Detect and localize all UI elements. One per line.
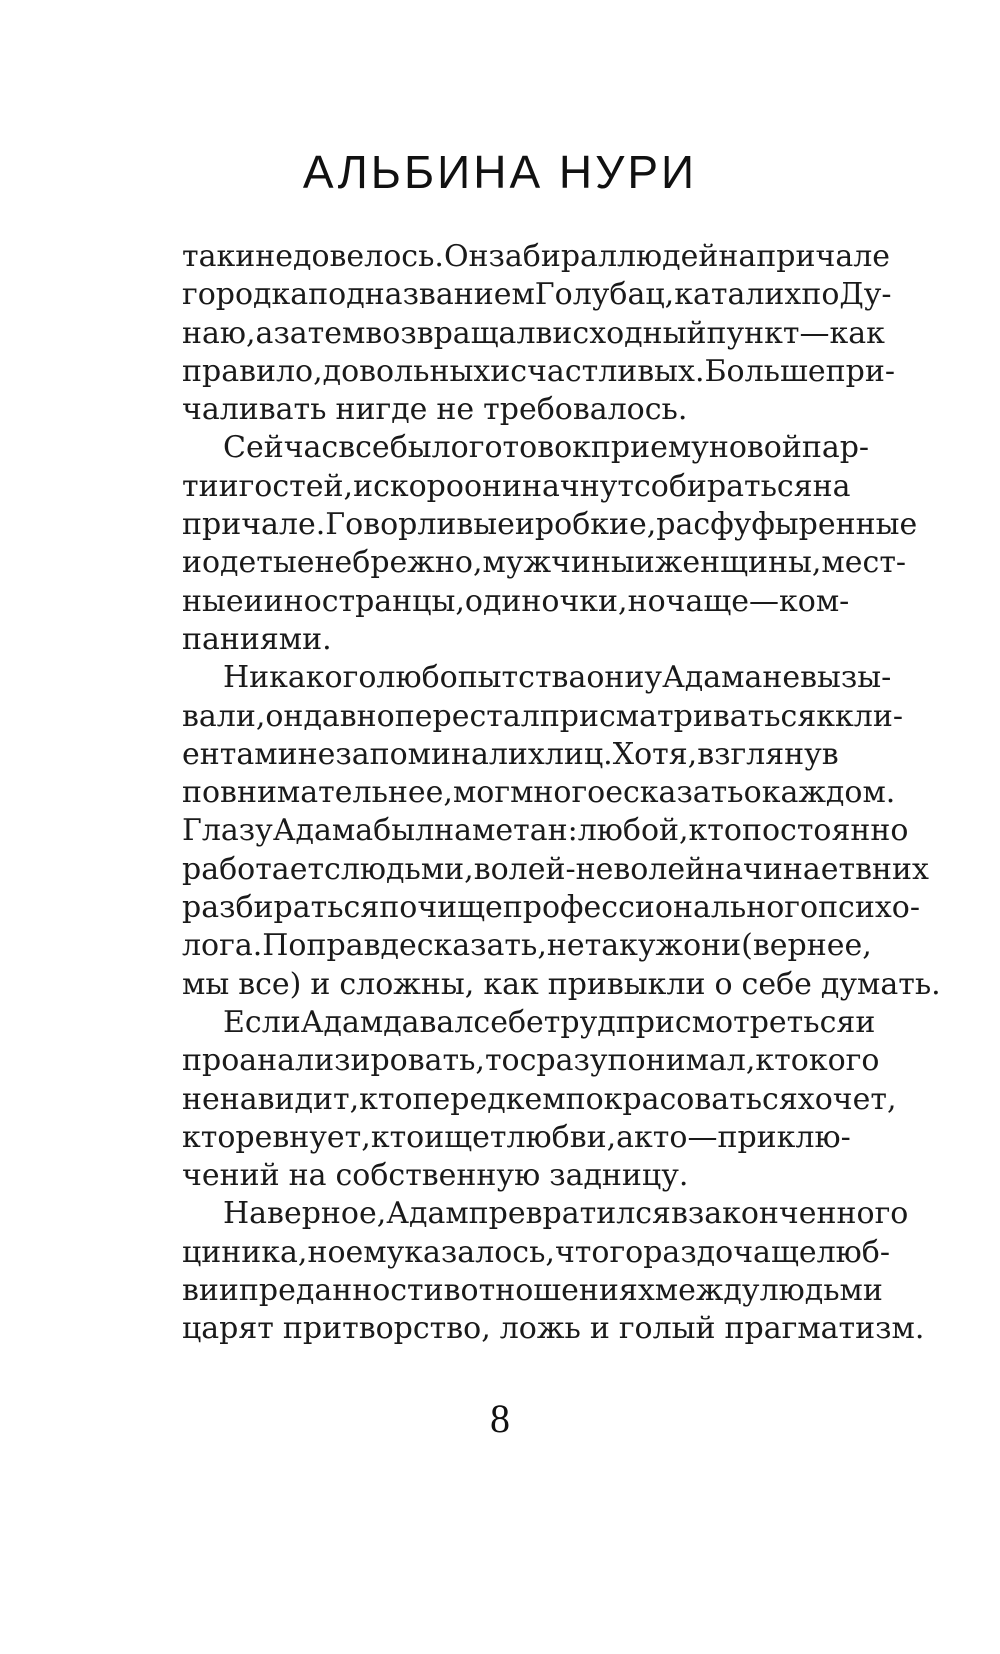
word: Если <box>223 1004 301 1040</box>
word: задницу. <box>549 1158 689 1194</box>
word: (вернее, <box>741 928 872 964</box>
word: к <box>816 698 836 734</box>
word: на <box>288 1158 327 1194</box>
text-line <box>182 966 941 1004</box>
word: взглянув <box>697 736 839 772</box>
word: нигде <box>335 392 428 428</box>
word: присматриваться <box>539 698 817 734</box>
word: лога. <box>182 928 263 964</box>
word: волей-неволей <box>473 851 706 887</box>
word: гораздо <box>609 1234 734 1270</box>
word: Голубац, <box>534 277 675 313</box>
word: ложь <box>499 1311 581 1347</box>
word: к <box>572 430 591 466</box>
word: названием <box>364 277 535 313</box>
word: и <box>353 468 374 504</box>
word: и <box>218 1273 239 1309</box>
word: они <box>463 468 523 504</box>
word: так <box>584 928 638 964</box>
word: мог <box>452 775 511 811</box>
word: как <box>483 966 539 1002</box>
word: их <box>507 736 545 772</box>
word: в <box>670 1196 688 1232</box>
word: давно <box>303 698 395 734</box>
text-line <box>182 1272 883 1310</box>
word: не <box>255 239 293 274</box>
text-line <box>182 889 920 927</box>
word: не <box>546 928 585 964</box>
word: Адама <box>662 660 763 696</box>
word: притворство, <box>282 1311 491 1347</box>
word: Никакого <box>223 660 377 696</box>
word: наметан: <box>434 813 578 849</box>
word: тии <box>182 468 239 504</box>
text-line <box>182 544 907 582</box>
word: присмотреться <box>615 1004 856 1040</box>
text-line <box>182 1081 897 1119</box>
word: а <box>255 315 274 351</box>
word: они <box>683 928 742 964</box>
word: то <box>484 1043 520 1079</box>
word: требовалось. <box>483 392 688 428</box>
word: — <box>799 315 830 351</box>
running-head-author: АЛЬБИНА НУРИ <box>302 146 698 198</box>
word: и <box>634 545 655 581</box>
word: в <box>535 315 553 351</box>
word: казалось, <box>404 1234 555 1270</box>
word: Наверное, <box>223 1196 387 1232</box>
word: одиночки, <box>464 583 628 619</box>
word: робкие, <box>534 507 657 543</box>
word: и <box>514 507 535 543</box>
word: люб- <box>816 1234 890 1270</box>
word: он <box>265 698 304 734</box>
word: сложны, <box>339 966 475 1002</box>
word: людей <box>617 239 719 274</box>
word: мест- <box>821 545 907 581</box>
word: под <box>308 277 365 313</box>
word: о <box>714 966 733 1002</box>
word: ищет <box>424 1119 507 1155</box>
text-line <box>182 391 830 429</box>
word: Адама <box>272 813 374 849</box>
word: исходный <box>552 315 707 351</box>
word: думать. <box>820 966 941 1002</box>
word: чаще <box>665 583 750 619</box>
word: пункт <box>706 315 800 351</box>
word: повнимательнее, <box>182 775 453 811</box>
word: причале. <box>182 507 326 543</box>
word: приклю- <box>717 1119 851 1155</box>
text-line <box>182 851 929 889</box>
word: возвращал <box>365 315 536 351</box>
word: Говорливые <box>325 507 515 543</box>
text-line <box>182 1310 925 1348</box>
word: кто <box>755 1043 809 1079</box>
word: почище <box>379 890 503 926</box>
word: все <box>338 430 390 466</box>
word: привыкли <box>547 966 706 1002</box>
word: отношениях <box>460 1273 655 1309</box>
word: работает <box>182 851 325 887</box>
word: с <box>324 851 341 887</box>
word: законченного <box>687 1196 909 1232</box>
text-line <box>182 1004 876 1042</box>
word: расфуфыренные <box>656 507 918 543</box>
word: что <box>554 1234 610 1270</box>
body-text <box>182 238 941 1349</box>
word: людьми, <box>340 851 474 887</box>
word: мы <box>182 966 230 1002</box>
word: разбираться <box>182 890 380 926</box>
word: чаще <box>733 1234 817 1270</box>
word: в <box>855 851 872 887</box>
word: на <box>812 468 851 504</box>
text-line <box>182 506 918 544</box>
text-line <box>182 659 892 697</box>
word: кто <box>359 1081 413 1117</box>
text-line <box>182 429 870 467</box>
word: людьми <box>759 1273 883 1309</box>
word: при- <box>825 353 895 389</box>
word: перед <box>412 1081 506 1117</box>
word: любопытства <box>376 660 587 696</box>
word: так <box>182 239 236 274</box>
word: ком- <box>779 583 850 619</box>
word: Больше <box>704 353 826 389</box>
word: был <box>373 813 435 849</box>
paragraph <box>182 1004 897 1195</box>
word: каждом. <box>761 775 896 811</box>
text-line <box>182 583 850 621</box>
word: и <box>182 545 202 581</box>
word: готово <box>468 430 573 466</box>
word: небрежно, <box>314 545 483 581</box>
word: ему <box>345 1234 405 1270</box>
word: приему <box>590 430 709 466</box>
word: Адам <box>300 1004 384 1040</box>
paragraph <box>182 238 895 429</box>
word: счастливых. <box>510 353 705 389</box>
word: и <box>490 353 511 389</box>
text-line <box>182 1234 890 1272</box>
word: проанализировать, <box>182 1043 485 1079</box>
word: городка <box>182 277 309 313</box>
word: довелось. <box>292 239 444 274</box>
word: но <box>307 1234 346 1270</box>
word: и <box>235 239 256 274</box>
word: постоянно <box>741 813 909 849</box>
word: прагматизм. <box>724 1311 925 1347</box>
word: правде <box>306 928 417 964</box>
word: у <box>255 813 273 849</box>
word: как <box>829 315 885 351</box>
word: все) <box>238 966 302 1002</box>
word: кли- <box>835 698 903 734</box>
word: затем <box>273 315 366 351</box>
word: гостей, <box>238 468 354 504</box>
word: голый <box>618 1311 716 1347</box>
word: начнут <box>522 468 634 504</box>
word: кем <box>505 1081 566 1117</box>
word: правило, <box>182 353 323 389</box>
text-line <box>182 1119 851 1157</box>
word: кто <box>634 1119 688 1155</box>
word: и <box>589 1311 610 1347</box>
word: — <box>687 1119 718 1155</box>
word: чаливать <box>182 392 327 428</box>
word: забирал <box>488 239 617 274</box>
word: сразу <box>519 1043 608 1079</box>
word: у <box>644 660 663 696</box>
word: перестал <box>394 698 540 734</box>
text-line <box>182 812 909 850</box>
word: покрасоваться <box>565 1081 798 1117</box>
word: давал <box>383 1004 474 1040</box>
word: но <box>627 583 666 619</box>
word: хочет, <box>797 1081 897 1117</box>
word: запоминал <box>335 736 508 772</box>
text-line <box>182 1195 909 1233</box>
word: понимал, <box>607 1043 756 1079</box>
word: Он <box>443 239 489 274</box>
word: паниями. <box>182 621 332 657</box>
word: наю, <box>182 315 256 351</box>
word: на <box>718 239 757 274</box>
word: труд <box>543 1004 616 1040</box>
word: Сейчас <box>223 430 339 466</box>
paragraph <box>182 1195 925 1348</box>
word: одетые <box>202 545 315 581</box>
word: сказать <box>623 775 744 811</box>
text-line <box>182 315 885 353</box>
word: кто <box>182 1119 236 1155</box>
word: многое <box>510 775 623 811</box>
text-line <box>182 238 891 276</box>
word: преданности <box>238 1273 444 1309</box>
text-line <box>182 774 896 812</box>
word: скоро <box>373 468 464 504</box>
word: довольных <box>322 353 491 389</box>
word: ревнует, <box>235 1119 371 1155</box>
text-line <box>182 1042 880 1080</box>
word: Хотя, <box>612 736 698 772</box>
word: женщины, <box>654 545 822 581</box>
word: и <box>310 966 331 1002</box>
word: катал <box>674 277 765 313</box>
word: а <box>616 1119 635 1155</box>
word: новой <box>708 430 802 466</box>
word: и <box>277 736 298 772</box>
word: в <box>443 1273 461 1309</box>
paragraph <box>182 429 918 659</box>
word: о <box>743 775 762 811</box>
word: иностранцы, <box>263 583 465 619</box>
word: кого <box>808 1043 880 1079</box>
word: мужчины <box>482 545 635 581</box>
word: чений <box>182 1158 280 1194</box>
word: превратился <box>468 1196 671 1232</box>
word: любви, <box>506 1119 617 1155</box>
word: Ду- <box>839 277 892 313</box>
word: себе <box>741 966 812 1002</box>
word: пар- <box>801 430 870 466</box>
word: не <box>297 736 336 772</box>
word: — <box>749 583 780 619</box>
word: не <box>436 392 475 428</box>
word: лиц. <box>544 736 613 772</box>
word: собираться <box>633 468 813 504</box>
word: собственную <box>335 1158 541 1194</box>
page-number: 8 <box>490 1396 510 1441</box>
word: ентам <box>182 736 278 772</box>
word: любой, <box>577 813 689 849</box>
text-line <box>182 736 839 774</box>
text-line <box>182 468 851 506</box>
text-line <box>182 353 895 391</box>
word: начинает <box>705 851 856 887</box>
word: ные <box>182 583 244 619</box>
word: циника, <box>182 1234 308 1270</box>
word: уж <box>637 928 684 964</box>
text-line <box>182 1157 830 1195</box>
text-line <box>182 927 872 965</box>
word: ненавидит, <box>182 1081 360 1117</box>
word: них <box>871 851 929 887</box>
word: вызы- <box>800 660 892 696</box>
word: царят <box>182 1311 274 1347</box>
word: по <box>801 277 840 313</box>
word: вали, <box>182 698 266 734</box>
word: сказать, <box>416 928 547 964</box>
word: психо- <box>818 890 920 926</box>
text-line <box>182 621 830 659</box>
word: они <box>586 660 645 696</box>
word: ви <box>182 1273 219 1309</box>
word: было <box>389 430 469 466</box>
word: и <box>855 1004 876 1040</box>
word: причале <box>756 239 891 274</box>
word: Адам <box>386 1196 469 1232</box>
word: между <box>654 1273 760 1309</box>
word: кто <box>688 813 742 849</box>
paragraph <box>182 659 941 1004</box>
word: кто <box>370 1119 425 1155</box>
text-line <box>182 276 892 314</box>
word: не <box>762 660 801 696</box>
word: По <box>262 928 307 964</box>
text-line <box>182 698 903 736</box>
word: себе <box>473 1004 544 1040</box>
word: профессионального <box>502 890 819 926</box>
word: Глаз <box>182 813 256 849</box>
word: и <box>243 583 264 619</box>
word: их <box>764 277 802 313</box>
